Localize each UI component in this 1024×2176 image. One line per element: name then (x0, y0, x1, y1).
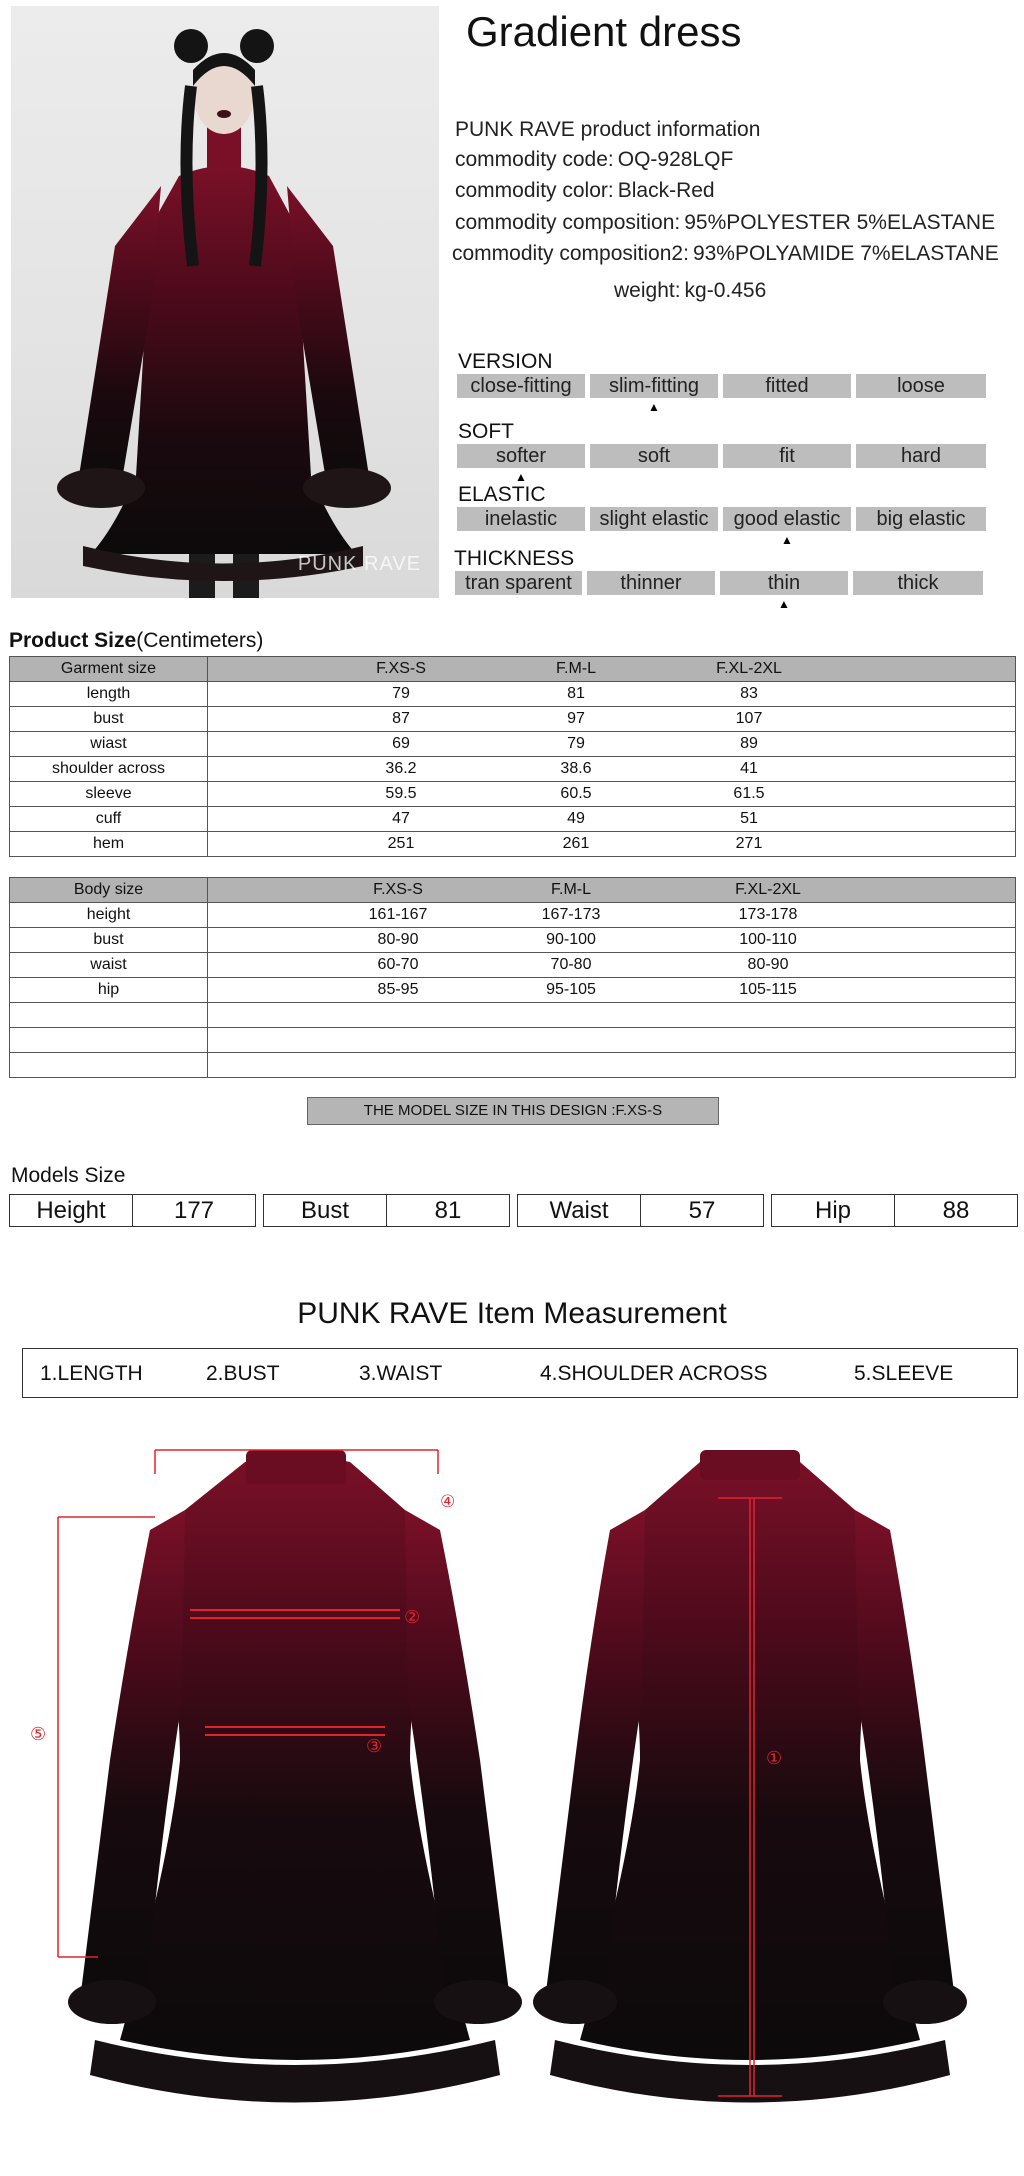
elastic-scale (457, 507, 986, 547)
thickness-option: thin ▲ (720, 571, 848, 595)
table-header-row (10, 878, 1016, 903)
measurement-diagram (0, 1440, 1024, 2176)
table-row: bust 80-90 90-100 100-110 (10, 928, 1016, 953)
marker-2: ② (404, 1607, 421, 1627)
comp1-label: commodity composition: (455, 211, 681, 234)
table-row: hem 251 261 271 (10, 832, 1016, 857)
version-option: close-fitting (457, 374, 585, 398)
soft-option: fit (723, 444, 851, 468)
code-label: commodity code: (455, 148, 614, 171)
product-title: Gradient dress (466, 8, 742, 55)
table-row: length 79 81 83 (10, 682, 1016, 707)
watermark: PUNK RAVE (297, 553, 421, 575)
color-value: Black-Red (617, 179, 715, 202)
model-bust: Bust 81 (263, 1194, 510, 1227)
legend-waist: 3.WAIST (359, 1362, 443, 1385)
soft-option: softer ▲ (457, 444, 585, 468)
marker-4: ④ (440, 1492, 456, 1511)
selected-marker: ▲ (515, 470, 527, 484)
model-waist: Waist 57 (517, 1194, 764, 1227)
selected-marker: ▲ (781, 533, 793, 547)
body-size-table (9, 877, 1016, 1078)
comp1-value: 95%POLYESTER 5%ELASTANE (684, 211, 996, 234)
thickness-option: thinner (587, 571, 715, 595)
table-row: waist 60-70 70-80 80-90 (10, 953, 1016, 978)
table-row (10, 1003, 1016, 1028)
garment-size-table (9, 656, 1016, 857)
legend-bust: 2.BUST (206, 1362, 280, 1385)
models-size-row (9, 1194, 1018, 1227)
elastic-option: big elastic (856, 507, 986, 531)
thickness-label: THICKNESS (454, 547, 575, 570)
model-size-note: THE MODEL SIZE IN THIS DESIGN :F.XS-S (307, 1097, 719, 1125)
table-row: shoulder across 36.2 38.6 41 (10, 757, 1016, 782)
legend-shoulder: 4.SHOULDER ACROSS (540, 1362, 768, 1385)
commodity-composition (455, 211, 995, 235)
model-hip: Hip 88 (771, 1194, 1018, 1227)
models-size-title: Models Size (11, 1164, 126, 1187)
thickness-scale (455, 571, 983, 611)
model-height: Height 177 (9, 1194, 256, 1227)
header-cell: Body size (10, 878, 208, 903)
marker-5: ⑤ (30, 1724, 47, 1744)
soft-option: soft (590, 444, 718, 468)
marker-3: ③ (366, 1736, 383, 1756)
table-row: wiast 69 79 89 (10, 732, 1016, 757)
table-row: bust 87 97 107 (10, 707, 1016, 732)
version-option: fitted (723, 374, 851, 398)
soft-scale (457, 444, 986, 484)
comp2-value: 93%POLYAMIDE 7%ELASTANE (692, 242, 999, 265)
header-sizes: F.XS-S F.M-L F.XL-2XL (208, 878, 1016, 903)
weight-value: kg-0.456 (684, 279, 767, 302)
comp2-label: commodity composition2: (452, 242, 689, 265)
table-row: cuff 47 49 51 (10, 807, 1016, 832)
brand-line: PUNK RAVE product information (455, 118, 761, 141)
version-option: slim-fitting ▲ (590, 374, 718, 398)
table-header-row (10, 657, 1016, 682)
thickness-option: thick (853, 571, 983, 595)
table-row (10, 1028, 1016, 1053)
version-scale (457, 374, 986, 414)
weight-label: weight: (614, 279, 681, 302)
table-row (10, 1053, 1016, 1078)
table-row: height 161-167 167-173 173-178 (10, 903, 1016, 928)
soft-option: hard (856, 444, 986, 468)
weight (614, 279, 766, 303)
version-label: VERSION (458, 350, 553, 373)
elastic-option: slight elastic (590, 507, 718, 531)
front-dress (0, 1440, 522, 2120)
header-cell: Garment size (10, 657, 208, 682)
thickness-option: tran sparent (455, 571, 582, 595)
code-value: OQ-928LQF (617, 148, 734, 171)
color-label: commodity color: (455, 179, 614, 202)
marker-1: ① (766, 1748, 783, 1768)
model-illustration (11, 6, 439, 598)
table-row: sleeve 59.5 60.5 61.5 (10, 782, 1016, 807)
measurement-legend (22, 1348, 1018, 1398)
product-photo (11, 6, 439, 598)
selected-marker: ▲ (648, 400, 660, 414)
commodity-code (455, 148, 733, 172)
version-option: loose (856, 374, 986, 398)
elastic-option: inelastic (457, 507, 585, 531)
table-row: hip 85-95 95-105 105-115 (10, 978, 1016, 1003)
selected-marker: ▲ (778, 597, 790, 611)
legend-length: 1.LENGTH (40, 1362, 143, 1385)
commodity-composition2 (452, 242, 999, 266)
measurement-title: PUNK RAVE Item Measurement (297, 1297, 727, 1330)
unit-label: (Centimeters) (136, 629, 264, 652)
product-size-title: Product Size(Centimeters) (9, 629, 264, 652)
soft-label: SOFT (458, 420, 514, 443)
header-sizes: F.XS-S F.M-L F.XL-2XL (208, 657, 1016, 682)
elastic-label: ELASTIC (458, 483, 546, 506)
commodity-color (455, 179, 715, 203)
elastic-option: good elastic ▲ (723, 507, 851, 531)
legend-sleeve: 5.SLEEVE (854, 1362, 954, 1385)
